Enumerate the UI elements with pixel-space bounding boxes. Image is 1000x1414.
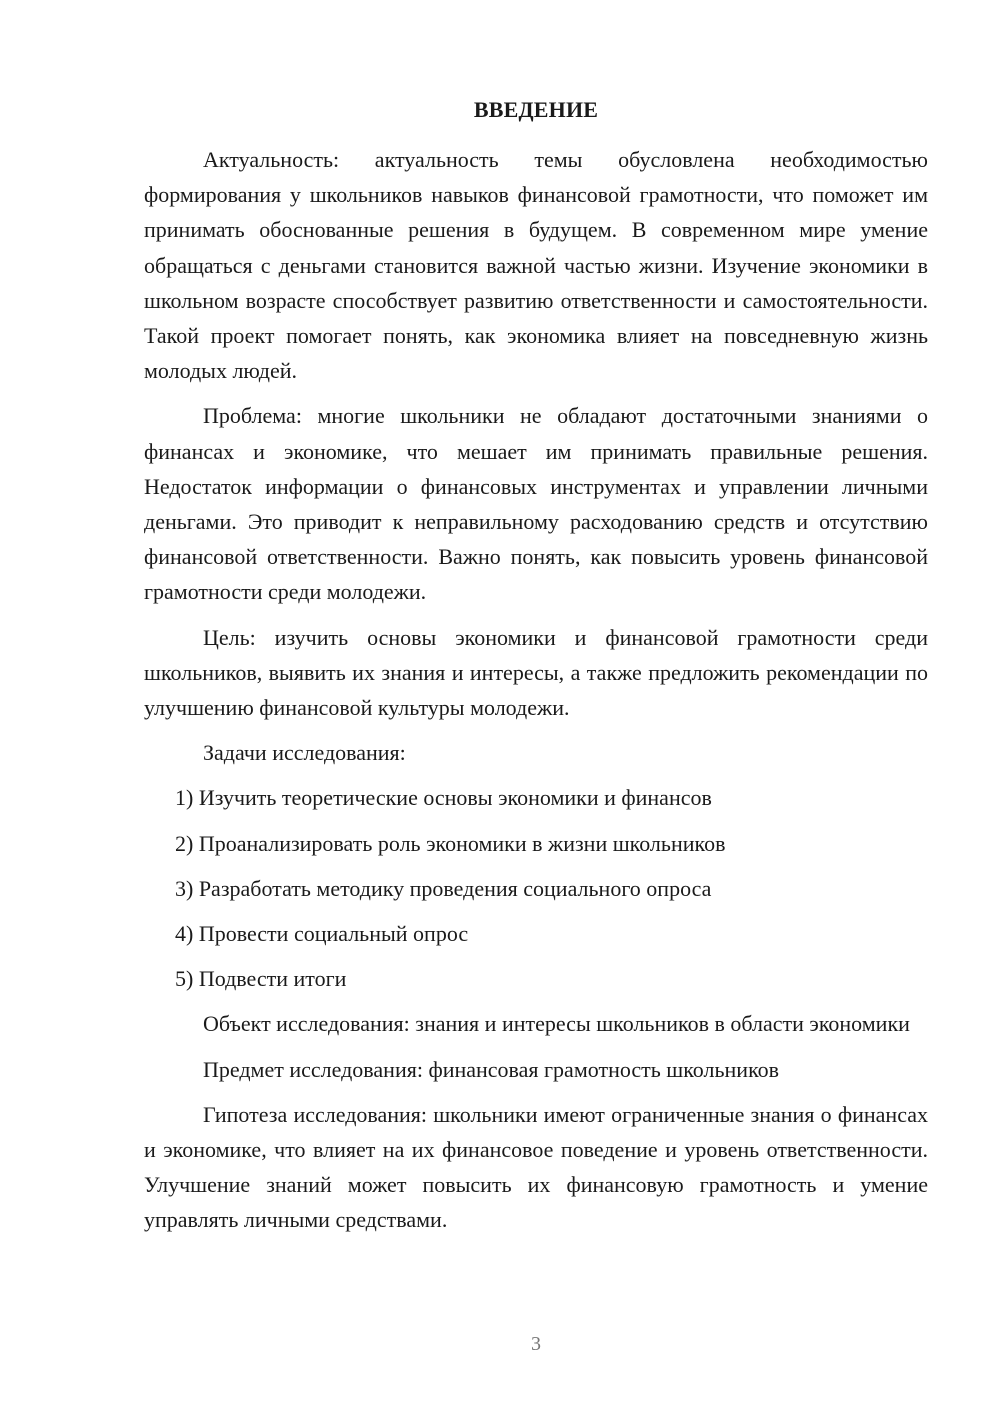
hypothesis-paragraph: Гипотеза исследования: школьники имеют ограниченные знания о финансах и экономике, что влияет на их финансовое поведение и уровень ответственности. Улучшение знаний может повысить их финансовую грамотность и умение управлять личными средствами. [144,1101,928,1233]
page-number: 3 [531,1333,541,1355]
problem-paragraph: Проблема: многие школьники не обладают достаточными знаниями о финансах и экономике, что мешает им принимать правильные решения. Недостаток информации о финансовых инструментах и управлении личными деньгами. Это приводит к неправильному расходованию средств и отсутствию финансовой ответственности. Важно понять, как повысить уровень финансовой грамотности среди молодежи. [144,403,928,605]
section-title: ВВЕДЕНИЕ [473,97,599,122]
task-item-3: 3) Разработать методику проведения социального опроса [175,875,712,901]
task-item-2: 2) Проанализировать роль экономики в жизни школьников [175,830,726,856]
relevance-paragraph: Актуальность: актуальность темы обусловлена необходимостью формирования у школьников навыков финансовой грамотности, что поможет им принимать обоснованные решения в будущем. В современном мире умение обращаться с деньгами становится важной частью жизни. Изучение экономики в школьном возрасте способствует развитию ответственности и самостоятельности. Такой проект помогает понять, как экономика влияет на повседневную жизнь молодых людей. [144,147,928,384]
goal-paragraph: Цель: изучить основы экономики и финансовой грамотности среди школьников, выявить их знания и интересы, а также предложить рекомендации по улучшению финансовой культуры молодежи. [144,624,928,721]
task-item-1: 1) Изучить теоретические основы экономики и финансов [175,785,712,811]
task-item-4: 4) Провести социальный опрос [175,921,469,947]
page-body [144,142,928,1248]
object-paragraph: Объект исследования: знания и интересы школьников в области экономики [203,1011,910,1037]
tasks-heading: Задачи исследования: [203,740,406,766]
task-item-5: 5) Подвести итоги [175,966,347,992]
subject-paragraph: Предмет исследования: финансовая грамотность школьников [203,1056,780,1082]
